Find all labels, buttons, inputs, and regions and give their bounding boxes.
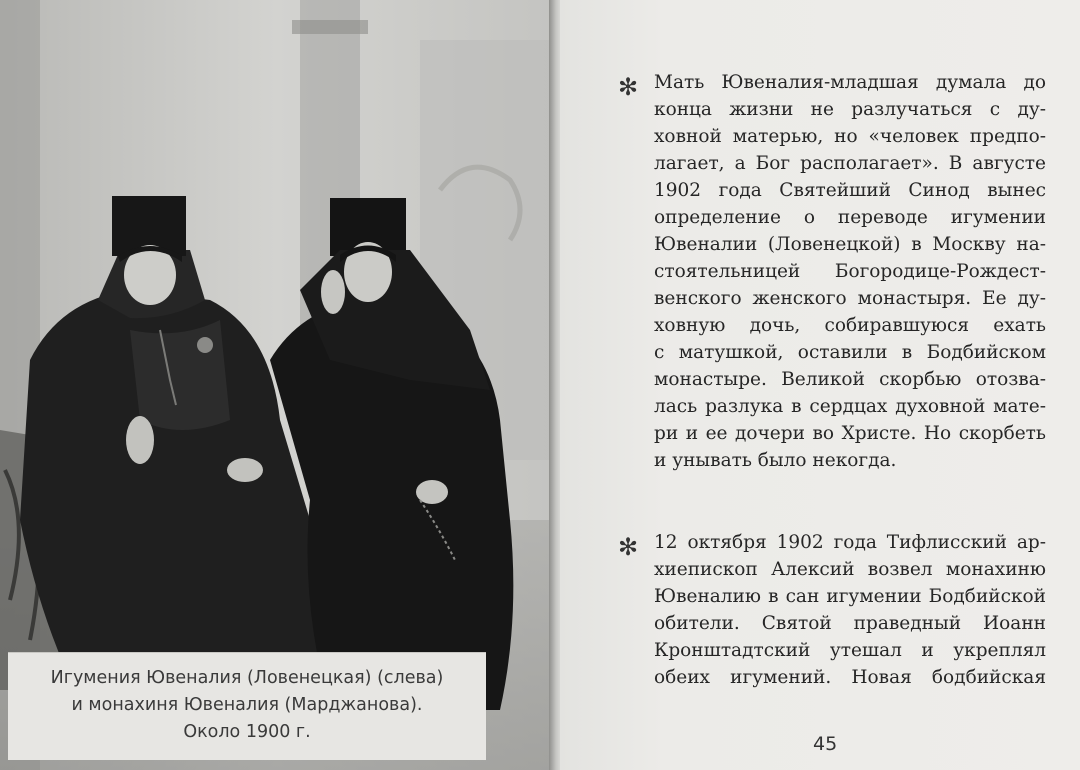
text-line: с матушкой, оставили в Бодбийском [654, 342, 1046, 363]
text-line: ховную дочь, собиравшуюся ехать [654, 315, 1046, 336]
text-line: лась разлука в сердцах духовной мате- [654, 396, 1046, 417]
page-number: 45 [813, 733, 838, 755]
text-line: ховной матерью, но «человек предпо- [654, 126, 1046, 147]
text-line: Кронштадтский утешал и укреплял [654, 640, 1046, 661]
text-line: Мать Ювеналия-младшая думала до [654, 72, 1046, 93]
asterisk-bullet-icon: ✻ [618, 533, 639, 561]
text-line: обители. Святой праведный Иоанн [654, 613, 1046, 634]
text-line: Ювеналии (Ловенецкой) в Москву на- [654, 234, 1046, 255]
text-line: обеих игумений. Новая бодбийская [654, 667, 1046, 688]
text-line: лагает, а Бог располагает». В августе [654, 153, 1046, 174]
caption-line-1: Игумения Ювеналия (Ловенецкая) (слева) [50, 668, 444, 688]
text-line: хиепископ Алексий возвел монахиню [654, 559, 1046, 580]
caption-line-3: Около 1900 г. [183, 722, 311, 742]
photo-caption [8, 652, 486, 760]
text-line: Ювеналию в сан игумении Бодбийской [654, 586, 1046, 607]
text-line: ри и ее дочери во Христе. Но скорбеть [654, 423, 1046, 444]
right-page [560, 0, 1080, 770]
text-line: 1902 года Святейший Синод вынес [654, 180, 1046, 201]
text-line: конца жизни не разлучаться с ду- [654, 99, 1046, 120]
text-line: венского женского монастыря. Ее ду- [654, 288, 1046, 309]
text-line: монастыре. Великой скорбью отозва- [654, 369, 1046, 390]
text-line: стоятельницей Богородице-Рождест- [654, 261, 1046, 282]
text-line: 12 октября 1902 года Тифлисский ар- [654, 532, 1046, 553]
asterisk-bullet-icon: ✻ [618, 73, 639, 101]
text-line: и унывать было некогда. [654, 450, 897, 471]
text-line: определение о переводе игумении [654, 207, 1046, 228]
caption-line-2: и монахиня Ювеналия (Марджанова). [71, 695, 423, 715]
